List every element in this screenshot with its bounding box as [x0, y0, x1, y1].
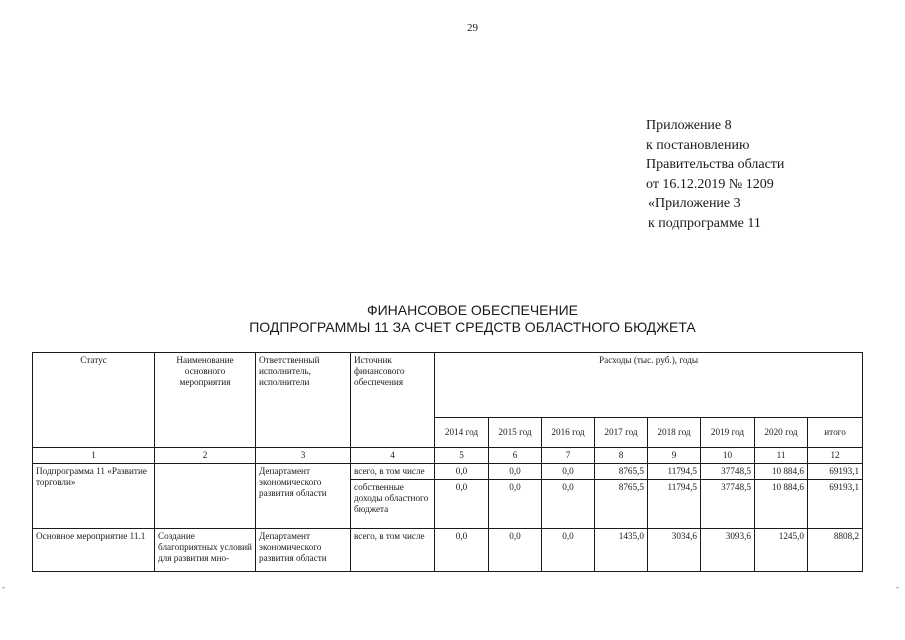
- appendix-line: Приложение 8: [646, 118, 732, 133]
- value-cell: 37748,5: [701, 480, 755, 529]
- value-cell: 0,0: [435, 480, 489, 529]
- row-name: Создание благоприятных условий для развития мно-: [158, 531, 252, 563]
- column-number: 12: [808, 448, 863, 464]
- appendix-line: от 16.12.2019 № 1209: [646, 176, 774, 192]
- header-status: Статус: [33, 353, 155, 448]
- value-cell: 0,0: [435, 464, 489, 480]
- row-status: Основное мероприятие 11.1: [33, 529, 155, 572]
- header-year: 2015 год: [489, 418, 542, 448]
- row-source-cell: [351, 480, 435, 529]
- value-cell: 0,0: [542, 480, 595, 529]
- value-cell: 11794,5: [648, 480, 701, 529]
- value-cell: 0,0: [542, 529, 595, 572]
- header-name: [155, 353, 256, 448]
- page-number: 29: [467, 22, 478, 34]
- row-source: собственные доходы областного бюджета: [354, 482, 429, 514]
- value-cell: 0,0: [542, 464, 595, 480]
- value-cell: 0,0: [489, 480, 542, 529]
- table-row: [33, 529, 863, 572]
- header-name-text: Наименование основного мероприятия: [176, 355, 234, 387]
- header-source-text: Источник финансового обеспечения: [354, 355, 405, 387]
- column-number: 9: [648, 448, 701, 464]
- header-year: 2016 год: [542, 418, 595, 448]
- value-cell: 69193,1: [808, 464, 863, 480]
- title-line: ФИНАНСОВОЕ ОБЕСПЕЧЕНИЕ: [366, 302, 579, 318]
- value-cell: 0,0: [489, 529, 542, 572]
- row-executor: Департамент экономического развития области: [256, 529, 351, 572]
- header-year: 2014 год: [435, 418, 489, 448]
- header-executor: [256, 353, 351, 448]
- value-cell: 0,0: [435, 529, 489, 572]
- column-number: 11: [755, 448, 808, 464]
- value-cell: 8765,5: [595, 480, 648, 529]
- header-year: 2017 год: [595, 418, 648, 448]
- column-number-row: [33, 448, 863, 464]
- document-title: [0, 302, 905, 336]
- table-row: [33, 464, 863, 480]
- column-number: 2: [155, 448, 256, 464]
- value-cell: 1435,0: [595, 529, 648, 572]
- column-number: 8: [595, 448, 648, 464]
- value-cell: 0,0: [489, 464, 542, 480]
- column-number: 3: [256, 448, 351, 464]
- column-number: 4: [351, 448, 435, 464]
- column-number: 7: [542, 448, 595, 464]
- value-cell: 11794,5: [648, 464, 701, 480]
- value-cell: 1245,0: [755, 529, 808, 572]
- header-total: итого: [808, 418, 863, 448]
- appendix-line: «Приложение 3: [648, 196, 741, 211]
- column-number: 1: [33, 448, 155, 464]
- value-cell: 8765,5: [595, 464, 648, 480]
- header-expenses: Расходы (тыс. руб.), годы: [435, 353, 863, 418]
- row-source: всего, в том числе: [351, 529, 435, 572]
- row-executor: Департамент экономического развития области: [256, 464, 351, 529]
- appendix-block: [646, 116, 784, 233]
- row-source: всего, в том числе: [351, 464, 435, 480]
- header-executor-text: Ответственный исполнитель, исполнители: [259, 355, 320, 387]
- appendix-line: к подпрограмме 11: [648, 215, 761, 231]
- value-cell: 3034,6: [648, 529, 701, 572]
- scan-edge-mark: -: [896, 582, 899, 592]
- header-year: 2018 год: [648, 418, 701, 448]
- title-line: ПОДПРОГРАММЫ 11 ЗА СЧЕТ СРЕДСТВ ОБЛАСТНОГО БЮДЖЕТА: [249, 319, 696, 335]
- scan-edge-mark: -: [2, 582, 5, 592]
- row-status: Подпрограмма 11 «Развитие торговли»: [33, 464, 155, 529]
- value-cell: 3093,6: [701, 529, 755, 572]
- value-cell: 37748,5: [701, 464, 755, 480]
- value-cell: 10 884,6: [755, 480, 808, 529]
- appendix-line: Правительства области: [646, 157, 785, 172]
- value-cell: 10 884,6: [755, 464, 808, 480]
- row-name-cell: [155, 529, 256, 572]
- header-source: [351, 353, 435, 448]
- financing-table: [32, 352, 863, 572]
- row-name: [155, 464, 256, 529]
- value-cell: 8808,2: [808, 529, 863, 572]
- column-number: 6: [489, 448, 542, 464]
- column-number: 10: [701, 448, 755, 464]
- appendix-line: к постановлению: [646, 137, 750, 153]
- column-number: 5: [435, 448, 489, 464]
- value-cell: 69193,1: [808, 480, 863, 529]
- header-year: 2019 год: [701, 418, 755, 448]
- header-year: 2020 год: [755, 418, 808, 448]
